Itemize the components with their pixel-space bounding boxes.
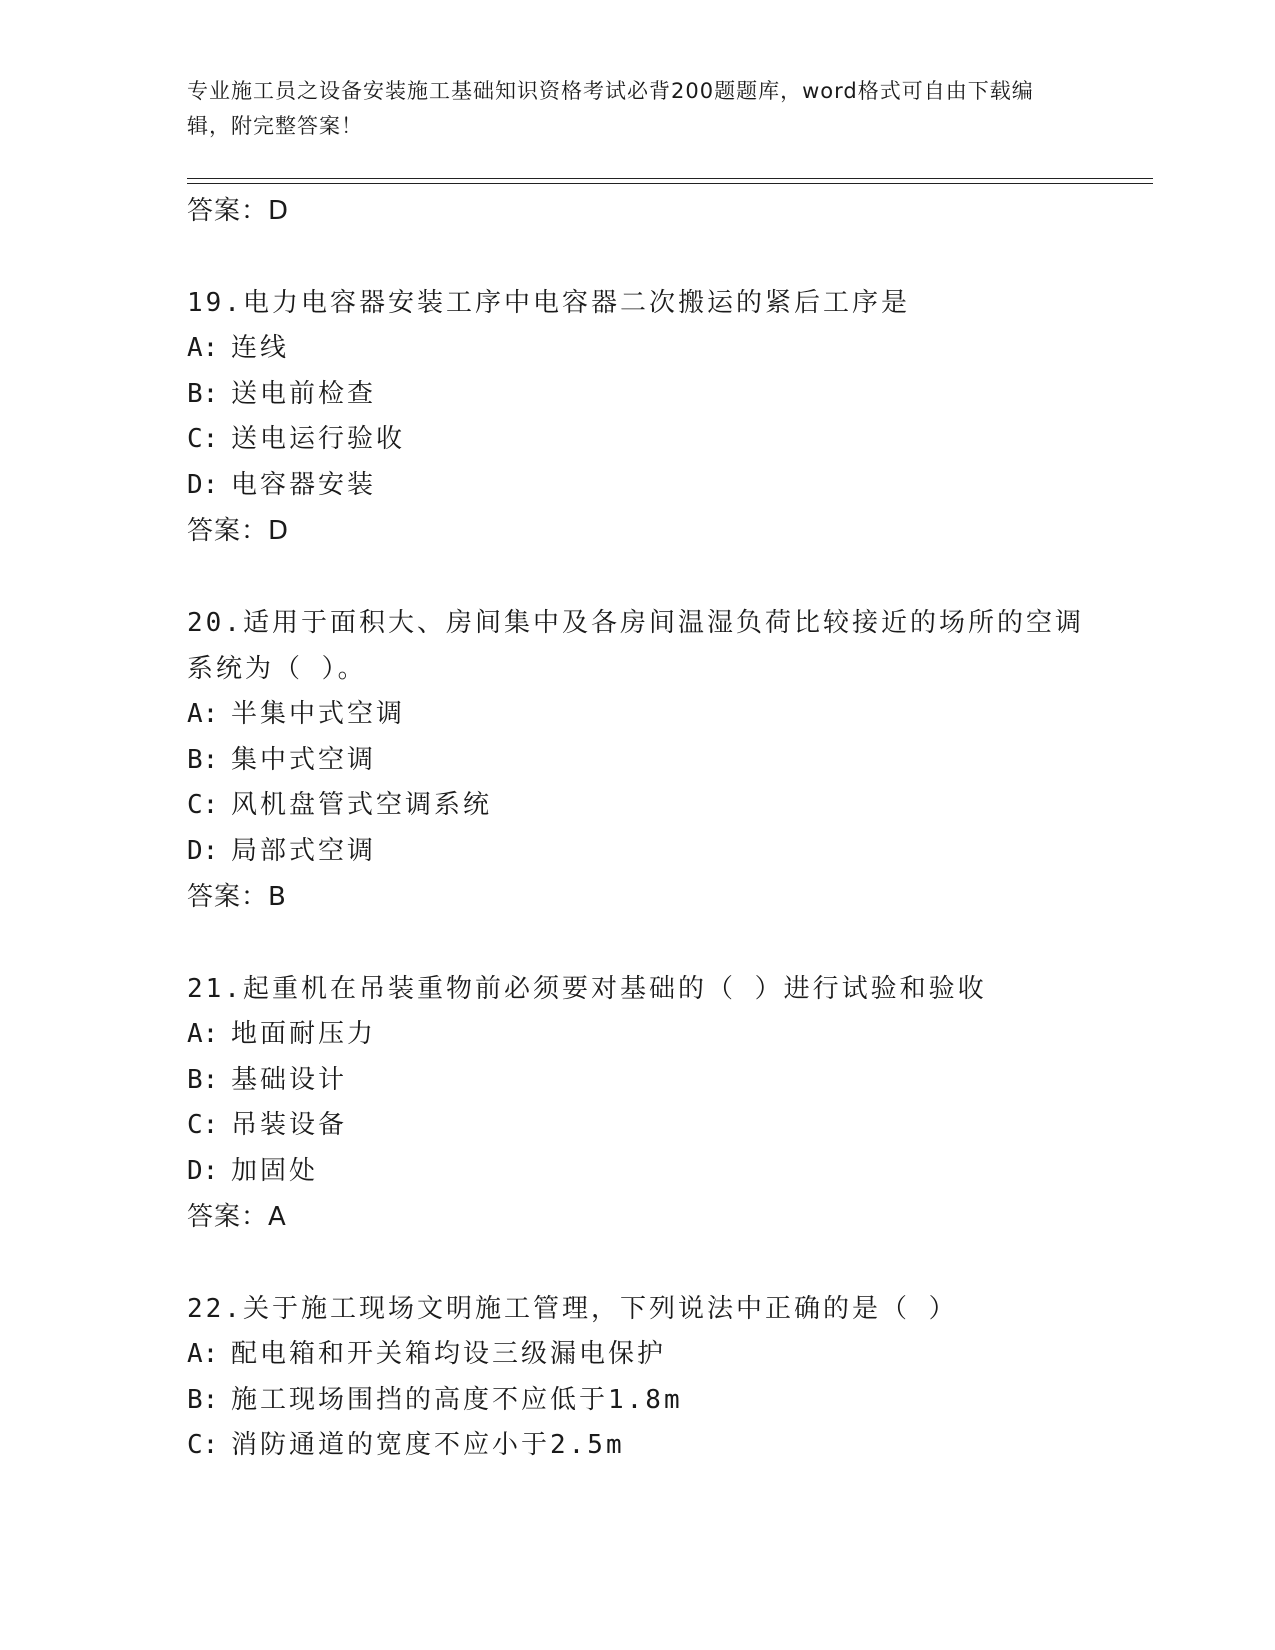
- option-label: C:: [187, 424, 219, 454]
- option-text: 集中式空调: [231, 744, 377, 775]
- option-d: [187, 463, 1087, 509]
- option-text: 送电运行验收: [231, 424, 406, 454]
- option-text: 地面耐压力: [231, 1019, 377, 1049]
- option-text: 局部式空调: [231, 835, 377, 866]
- option-text: 电容器安装: [231, 469, 377, 500]
- option-c: [187, 1103, 1087, 1149]
- question-text: 20.适用于面积大、房间集中及各房间温湿负荷比较接近的场所的空调系统为（ ）。: [187, 608, 1084, 684]
- option-label: A:: [187, 1339, 219, 1369]
- option-b: [187, 1378, 1087, 1424]
- option-text: 消防通道的宽度不应小于2.5m: [231, 1430, 625, 1460]
- option-text: 连线: [231, 333, 290, 363]
- option-label: B:: [187, 744, 219, 775]
- option-text: 施工现场围挡的高度不应低于1.8m: [231, 1384, 683, 1415]
- header-rule-bottom: [187, 183, 1153, 184]
- option-c: [187, 417, 1087, 463]
- option-d: [187, 829, 1087, 875]
- option-b: [187, 1058, 1087, 1104]
- document-header: 专业施工员之设备安装施工基础知识资格考试必背200题题库，word格式可自由下载编辑，附完整答案！: [187, 79, 1034, 138]
- option-label: C:: [187, 1430, 219, 1460]
- answer-line: 答案：A: [187, 1202, 287, 1232]
- option-text: 基础设计: [231, 1064, 348, 1095]
- question-text: 19.电力电容器安装工序中电容器二次搬运的紧后工序是: [187, 288, 910, 318]
- option-label: B:: [187, 1384, 219, 1415]
- option-label: B:: [187, 378, 219, 409]
- option-text: 加固处: [231, 1155, 319, 1186]
- option-label: D:: [187, 1155, 219, 1186]
- question-list: [187, 188, 1087, 1469]
- question-20: [187, 600, 1087, 920]
- answer-line: 答案：D: [187, 196, 290, 226]
- option-text: 吊装设备: [231, 1110, 348, 1140]
- option-text: 配电箱和开关箱均设三级漏电保护: [231, 1339, 667, 1369]
- option-label: C:: [187, 790, 219, 820]
- option-a: [187, 326, 1087, 372]
- answer-line: 答案：B: [187, 882, 287, 912]
- option-a: [187, 1012, 1087, 1058]
- option-label: B:: [187, 1064, 219, 1095]
- option-label: A:: [187, 333, 219, 363]
- option-text: 半集中式空调: [231, 699, 406, 729]
- answer-line: 答案：D: [187, 516, 290, 546]
- option-d: [187, 1149, 1087, 1195]
- option-label: A:: [187, 1019, 219, 1049]
- option-text: 送电前检查: [231, 378, 377, 409]
- option-label: D:: [187, 469, 219, 500]
- question-19: [187, 280, 1087, 554]
- option-c: [187, 783, 1087, 829]
- question-text: 22.关于施工现场文明施工管理，下列说法中正确的是（ ）: [187, 1294, 958, 1324]
- option-label: A:: [187, 699, 219, 729]
- option-a: [187, 692, 1087, 738]
- option-c: [187, 1423, 1087, 1469]
- option-b: [187, 372, 1087, 418]
- option-a: [187, 1332, 1087, 1378]
- option-label: D:: [187, 835, 219, 866]
- option-text: 风机盘管式空调系统: [231, 790, 493, 820]
- option-b: [187, 738, 1087, 784]
- question-21: [187, 966, 1087, 1240]
- option-label: C:: [187, 1110, 219, 1140]
- question-22: [187, 1286, 1087, 1469]
- header-rule-top: [187, 178, 1153, 179]
- question-text: 21.起重机在吊装重物前必须要对基础的（ ）进行试验和验收: [187, 974, 987, 1004]
